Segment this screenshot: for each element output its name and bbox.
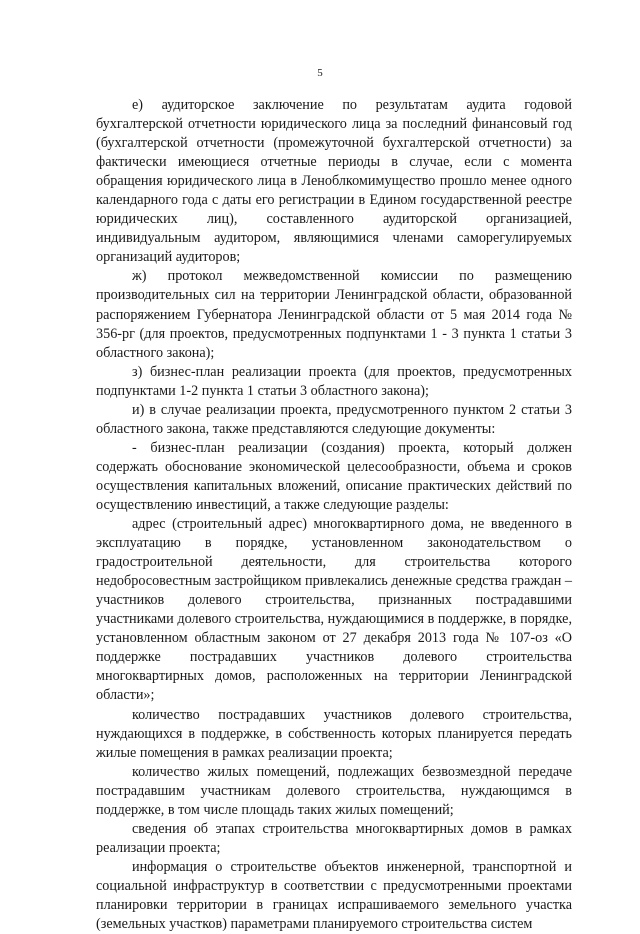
page-number: 5 bbox=[317, 67, 323, 79]
paragraph-address: адрес (строительный адрес) многоквартирного дома, не введенного в эксплуатацию в порядке, установленном законодательством о градостроительной деятельности, для строительства которого недобросовестным застройщиком привлекались денежные средства граждан – участников долевого строительства, признанных пострадавшими участниками долевого строительства, нуждающимися в поддержке, в порядке, установленном областным законом от 27 декабря 2013 года № 107-оз «О поддержке пострадавших участников долевого строительства многоквартирных домов, расположенных на территории Ленинградской области»; bbox=[96, 516, 572, 704]
paragraph-stages: сведения об этапах строительства многоквартирных домов в рамках реализации проекта; bbox=[96, 820, 572, 856]
paragraph-z: з) бизнес-план реализации проекта (для проектов, предусмотренных подпунктами 1-2 пункта 1 статьи 3 областного закона); bbox=[96, 363, 572, 399]
paragraph-participants-count: количество пострадавших участников долевого строительства, нуждающихся в поддержке, в собственность которых планируется передать жилые помещения в рамках реализации проекта; bbox=[96, 706, 572, 761]
paragraph-e: е) аудиторское заключение по результатам аудита годовой бухгалтерской отчетности юридического лица за последний финансовый год (бухгалтерской отчетности (промежуточной бухгалтерской отчетности) за фактически имеющиеся отчетные периоды в случае, если с момента обращения юридического лица в Леноблкомимущество прошло менее одного календарного года с даты его регистрации в Едином государственной реестре юридических лиц), составленного аудиторской организацией, индивидуальным аудитором, являющимися членами саморегулируемых организаций аудиторов; bbox=[96, 97, 572, 266]
paragraph-premises-count: количество жилых помещений, подлежащих безвозмездной передаче пострадавшим участникам долевого строительства, нуждающимся в поддержке, в том числе площадь таких жилых помещений; bbox=[96, 763, 572, 818]
paragraph-i: и) в случае реализации проекта, предусмотренного пунктом 2 статьи 3 областного закона, также представляются следующие документы: bbox=[96, 401, 572, 437]
paragraph-zh: ж) протокол межведомственной комиссии по размещению производительных сил на территории Ленинградской области, образованной распоряжением Губернатора Ленинградской области от 5 мая 2014 года № 356-рг (для проектов, предусмотренных подпунктами 1 - 3 пункта 1 статьи 3 областного закона); bbox=[96, 268, 572, 361]
paragraph-infrastructure: информация о строительстве объектов инженерной, транспортной и социальной инфраструктур в соответствии с предусмотренными проектами планировки территории в границах испрашиваемого земельного участка (земельных участков) параметрами планируемого строительства систем bbox=[96, 858, 572, 933]
paragraph-business-plan: - бизнес-план реализации (создания) проекта, который должен содержать обоснование экономической целесообразности, объема и сроков осуществления капитальных вложений, описание практических действий по осуществлению инвестиций, а также следующие разделы: bbox=[96, 439, 572, 513]
document-body bbox=[96, 96, 572, 934]
